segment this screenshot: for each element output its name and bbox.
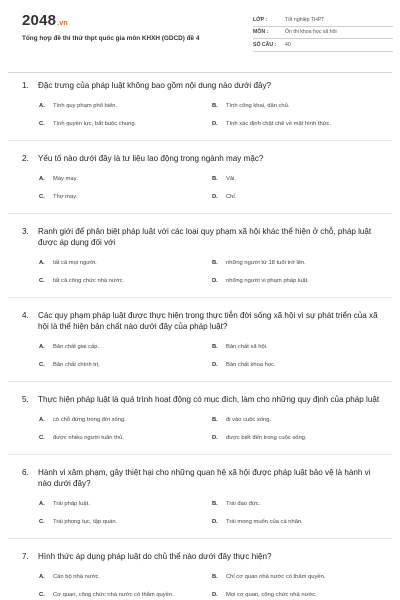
option-text: những người từ 18 tuổi trở lên. [226,260,306,266]
answer-option[interactable] [212,501,385,509]
option-text: Cán bộ nhà nước. [53,574,101,580]
exam-meta [253,14,393,52]
question-item [0,80,400,128]
answer-option[interactable] [212,121,385,129]
question-text: Đặc trưng của pháp luật không bao gồm nội dung nào dưới đây? [38,81,272,90]
option-key: B. [212,417,218,423]
answer-option[interactable] [39,501,212,509]
answer-option[interactable] [39,260,212,268]
option-key: A. [39,417,45,423]
option-key: C. [39,361,45,368]
logo-text: 2048 [22,12,57,29]
answer-option[interactable] [39,103,212,111]
option-text: được nhiều người tuân thủ. [53,434,124,441]
question-spacer [0,455,400,467]
site-logo[interactable] [22,12,68,29]
answer-option[interactable] [39,592,212,600]
meta-question-count [253,39,393,52]
question-text: Thực hiện pháp luật là quá trình hoạt động có mục đích, làm cho những quy định của pháp luật [38,395,380,404]
question-number: 4. [22,311,29,320]
answer-option[interactable] [39,574,212,582]
option-text: Bản chất giai cấp. [53,344,100,350]
option-key: A. [39,260,45,266]
option-text: đi vào cuộc sống. [226,417,272,423]
question-number: 7. [22,552,29,561]
option-key: B. [212,176,218,182]
option-text: Vải. [226,176,236,182]
answer-option[interactable] [212,519,385,527]
answer-option[interactable] [39,519,212,527]
option-text: Bản chất chính trị. [53,361,100,368]
option-key: C. [39,591,45,598]
question-stem [22,80,380,91]
question-item [0,153,400,201]
answer-options [22,344,380,369]
option-key: C. [39,120,45,127]
option-text: Trái đạo đức. [226,501,261,507]
option-key: B. [212,260,218,266]
question-number: 1. [22,81,29,90]
option-text: Máy may. [53,176,78,182]
option-key: A. [39,176,45,182]
option-text: Mọi cơ quan, công chức nhà nước. [226,591,317,598]
answer-option[interactable] [39,417,212,425]
answer-option[interactable] [39,435,212,443]
answer-options [22,574,380,599]
option-text: tất cả mọi người. [53,260,97,266]
option-text: Cơ quan, công chức nhà nước có thẩm quyền. [53,591,174,598]
question-text: Yếu tố nào dưới đây là tư liệu lao động trong ngành may mặc? [38,154,264,163]
answer-option[interactable] [212,344,385,352]
answer-option[interactable] [212,362,385,370]
question-stem [22,394,380,405]
answer-options [22,501,380,526]
answer-option[interactable] [212,278,385,286]
option-key: B. [212,501,218,507]
meta-subject [253,27,393,40]
question-stem [22,226,380,248]
option-text: những người vi phạm pháp luật. [226,277,309,284]
question-number: 3. [22,227,29,236]
option-text: Trái phong tục, tập quán. [53,518,118,525]
option-text: Tính quy phạm phổ biến. [53,103,118,109]
option-key: C. [39,434,45,441]
option-text: Trái mong muốn của cá nhân. [226,518,303,525]
question-spacer [0,141,400,153]
question-text: Hình thức áp dụng pháp luật do chủ thể nào dưới đây thực hiện? [38,552,272,561]
question-text: Các quy phạm pháp luật được thực hiện trong thực tiễn đời sống xã hội vì sự phát triển của xã hội là thể hiện bản chất nào dưới đây của pháp luật? [38,311,378,331]
question-spacer [0,298,400,310]
question-number: 2. [22,154,29,163]
answer-option[interactable] [212,435,385,443]
option-key: B. [212,344,218,350]
option-key: C. [39,518,45,525]
answer-option[interactable] [212,103,385,111]
option-text: tất cả công chức nhà nước. [53,277,125,284]
question-text: Hành vi xâm phạm, gây thiệt hại cho những quan hệ xã hội được pháp luật bảo vệ là hành vi nào dưới đây? [38,468,371,488]
option-text: Tính xác định chặt chẽ về mặt hình thức. [226,120,332,127]
answer-options [22,176,380,201]
meta-label: MÔN : [253,29,269,36]
answer-option[interactable] [212,574,385,582]
option-text: Tính quyền lực, bắt buộc chung. [53,120,137,127]
option-key: A. [39,501,45,507]
answer-option[interactable] [39,344,212,352]
question-stem [22,467,380,489]
question-stem [22,153,380,164]
answer-option[interactable] [39,194,212,202]
question-list [0,80,400,599]
option-key: D. [212,434,218,441]
option-text: có chỗ đứng trong đời sống. [53,417,126,423]
answer-options [22,417,380,442]
meta-value: Ôn thi khoa học xã hội [285,29,337,36]
answer-option[interactable] [212,194,385,202]
meta-label: LỚP : [253,16,268,23]
option-key: B. [212,574,218,580]
option-key: D. [212,193,218,200]
question-item [0,467,400,526]
question-item [0,394,400,442]
answer-option[interactable] [39,362,212,370]
meta-value: 40 [285,41,291,48]
meta-value: Tốt nghiệp THPT [285,16,325,23]
answer-option[interactable] [212,592,385,600]
option-key: A. [39,574,45,580]
answer-option[interactable] [39,121,212,129]
meta-class [253,14,393,27]
question-number: 5. [22,395,29,404]
question-item [0,310,400,369]
option-key: D. [212,518,218,525]
option-key: A. [39,103,45,109]
answer-options [22,103,380,128]
question-stem [22,310,380,332]
question-text: Ranh giới để phân biệt pháp luật với các loại quy phạm xã hội khác thể hiện ở chỗ, pháp luật được áp dụng đối với [38,227,372,247]
question-item [0,226,400,285]
option-key: C. [39,193,45,200]
answer-options [22,260,380,285]
option-text: Bản chất xã hội. [226,344,268,350]
answer-option[interactable] [39,278,212,286]
question-number: 6. [22,468,29,477]
option-text: Chỉ. [226,193,237,200]
meta-label: SỐ CÂU : [253,41,277,48]
option-text: Tính công khai, dân chủ. [226,103,290,109]
exam-header [0,0,400,66]
answer-option[interactable] [212,260,385,268]
option-key: A. [39,344,45,350]
option-key: D. [212,361,218,368]
question-spacer [0,539,400,551]
question-stem [22,551,380,562]
option-key: D. [212,591,218,598]
logo-tld: .vn [57,20,68,27]
option-key: B. [212,103,218,109]
question-spacer [0,382,400,394]
option-text: Bản chất khoa học. [226,361,276,368]
question-item [0,551,400,599]
exam-title: Tổng hợp đề thi thử thpt quốc gia môn KHXH (GDCD) đề 4 [22,35,200,42]
answer-option[interactable] [39,176,212,184]
option-text: được biết đến trong cuộc sống. [226,434,307,441]
option-key: D. [212,120,218,127]
option-text: Thợ may. [53,193,78,200]
question-spacer [0,214,400,226]
option-key: D. [212,277,218,284]
option-key: C. [39,277,45,284]
option-text: Trái pháp luật. [53,501,90,507]
answer-option[interactable] [212,176,385,184]
header-divider [8,72,392,73]
answer-option[interactable] [212,417,385,425]
option-text: Chỉ cơ quan nhà nước có thẩm quyền. [226,574,326,580]
